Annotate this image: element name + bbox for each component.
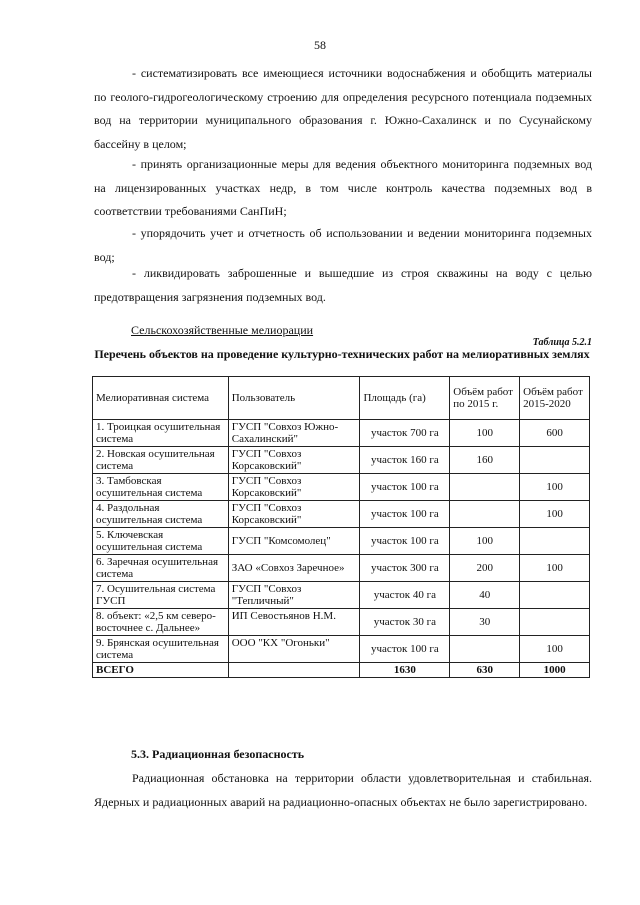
section-heading: 5.3. Радиационная безопасность [131, 747, 305, 761]
table-number: Таблица 5.2.1 [532, 337, 592, 348]
cell-system: 3. Тамбовская осушительная система [93, 474, 229, 501]
page-number: 58 [314, 38, 326, 52]
cell-system: 9. Брянская осушительная система [93, 636, 229, 663]
cell-user: ГУСП "Совхоз Корсаковский" [228, 501, 360, 528]
cell-user: ГУСП "Совхоз Корсаковский" [228, 447, 360, 474]
paragraph-1: - систематизировать все имеющиеся источники водоснабжения и обобщить материалы по геолого-гидрогеологическому строению для определения ресурсного потенциала подземных вод на территории муниципального образования г. Южно-Сахалинск и по Сусунайскому бассейну в целом; [94, 66, 592, 151]
total-work-2015: 630 [450, 663, 520, 678]
total-label: ВСЕГО [93, 663, 229, 678]
cell-user: ГУСП "Совхоз Корсаковский" [228, 474, 360, 501]
table-row [93, 582, 590, 609]
cell-work-2015 [450, 474, 520, 501]
cell-work-2015: 40 [450, 582, 520, 609]
cell-work-2015-2020 [520, 609, 590, 636]
cell-system: 4. Раздольная осушительная система [93, 501, 229, 528]
col-header-system: Мелиоративная система [93, 377, 229, 420]
cell-work-2015-2020: 100 [520, 555, 590, 582]
cell-work-2015 [450, 636, 520, 663]
col-header-work-2015-2020: Объём работ 2015-2020 [520, 377, 590, 420]
cell-area: участок 30 га [360, 609, 450, 636]
cell-area: участок 700 га [360, 420, 450, 447]
cell-work-2015: 100 [450, 528, 520, 555]
total-work-2015-2020: 1000 [520, 663, 590, 678]
total-user [228, 663, 360, 678]
cell-area: участок 300 га [360, 555, 450, 582]
col-header-area: Площадь (га) [360, 377, 450, 420]
cell-area: участок 40 га [360, 582, 450, 609]
cell-user: ГУСП "Совхоз "Тепличный" [228, 582, 360, 609]
cell-work-2015-2020: 100 [520, 474, 590, 501]
cell-area: участок 100 га [360, 501, 450, 528]
table-total-row [93, 663, 590, 678]
cell-work-2015 [450, 501, 520, 528]
cell-user: ГУСП "Комсомолец" [228, 528, 360, 555]
table-row [93, 555, 590, 582]
col-header-user: Пользователь [228, 377, 360, 420]
cell-work-2015: 200 [450, 555, 520, 582]
cell-work-2015-2020: 100 [520, 501, 590, 528]
cell-work-2015: 160 [450, 447, 520, 474]
cell-user: ООО "КХ "Огоньки" [228, 636, 360, 663]
cell-system: 8. объект: «2,5 км северо-восточнее с. Дальнее» [93, 609, 229, 636]
table-row [93, 636, 590, 663]
cell-area: участок 100 га [360, 474, 450, 501]
table-row [93, 528, 590, 555]
cell-work-2015: 30 [450, 609, 520, 636]
table-header-row [93, 377, 590, 420]
table-row [93, 447, 590, 474]
cell-work-2015-2020: 600 [520, 420, 590, 447]
paragraph-4: - ликвидировать заброшенные и вышедшие из строя скважины на воду с целью предотвращения загрязнения подземных вод. [94, 266, 592, 304]
cell-work-2015: 100 [450, 420, 520, 447]
col-header-work-2015: Объём работ по 2015 г. [450, 377, 520, 420]
cell-system: 5. Ключевская осушительная система [93, 528, 229, 555]
paragraph-radiation: Радиационная обстановка на территории области удовлетворительная и стабильная. Ядерных и радиационных аварий на радиационно-опасных объектах не было зарегистрировано. [94, 771, 592, 809]
cell-work-2015-2020 [520, 447, 590, 474]
cell-work-2015-2020 [520, 528, 590, 555]
cell-system: 6. Заречная осушительная система [93, 555, 229, 582]
cell-area: участок 100 га [360, 636, 450, 663]
cell-work-2015-2020 [520, 582, 590, 609]
table-row [93, 474, 590, 501]
section-label: Сельскохозяйственные мелиорации [131, 323, 314, 337]
paragraph-3: - упорядочить учет и отчетность об использовании и ведении мониторинга подземных вод; [94, 226, 592, 264]
cell-system: 2. Новская осушительная система [93, 447, 229, 474]
cell-area: участок 100 га [360, 528, 450, 555]
cell-system: 1. Троицкая осушительная система [93, 420, 229, 447]
cell-area: участок 160 га [360, 447, 450, 474]
cell-user: ИП Севостьянов Н.М. [228, 609, 360, 636]
table-row [93, 420, 590, 447]
cell-system: 7. Осушительная система ГУСП [93, 582, 229, 609]
melioration-table [92, 376, 590, 678]
cell-user: ГУСП "Совхоз Южно-Сахалинский" [228, 420, 360, 447]
table-title: Перечень объектов на проведение культурно-технических работ на мелиоративных землях [94, 347, 590, 361]
paragraph-2: - принять организационные меры для ведения объектного мониторинга подземных вод на лицензированных участках недр, в том числе контроль качества подземных вод в соответствии требованиями СанПиН; [94, 157, 592, 218]
table-row [93, 501, 590, 528]
total-area: 1630 [360, 663, 450, 678]
cell-user: ЗАО «Совхоз Заречное» [228, 555, 360, 582]
table-row [93, 609, 590, 636]
cell-work-2015-2020: 100 [520, 636, 590, 663]
